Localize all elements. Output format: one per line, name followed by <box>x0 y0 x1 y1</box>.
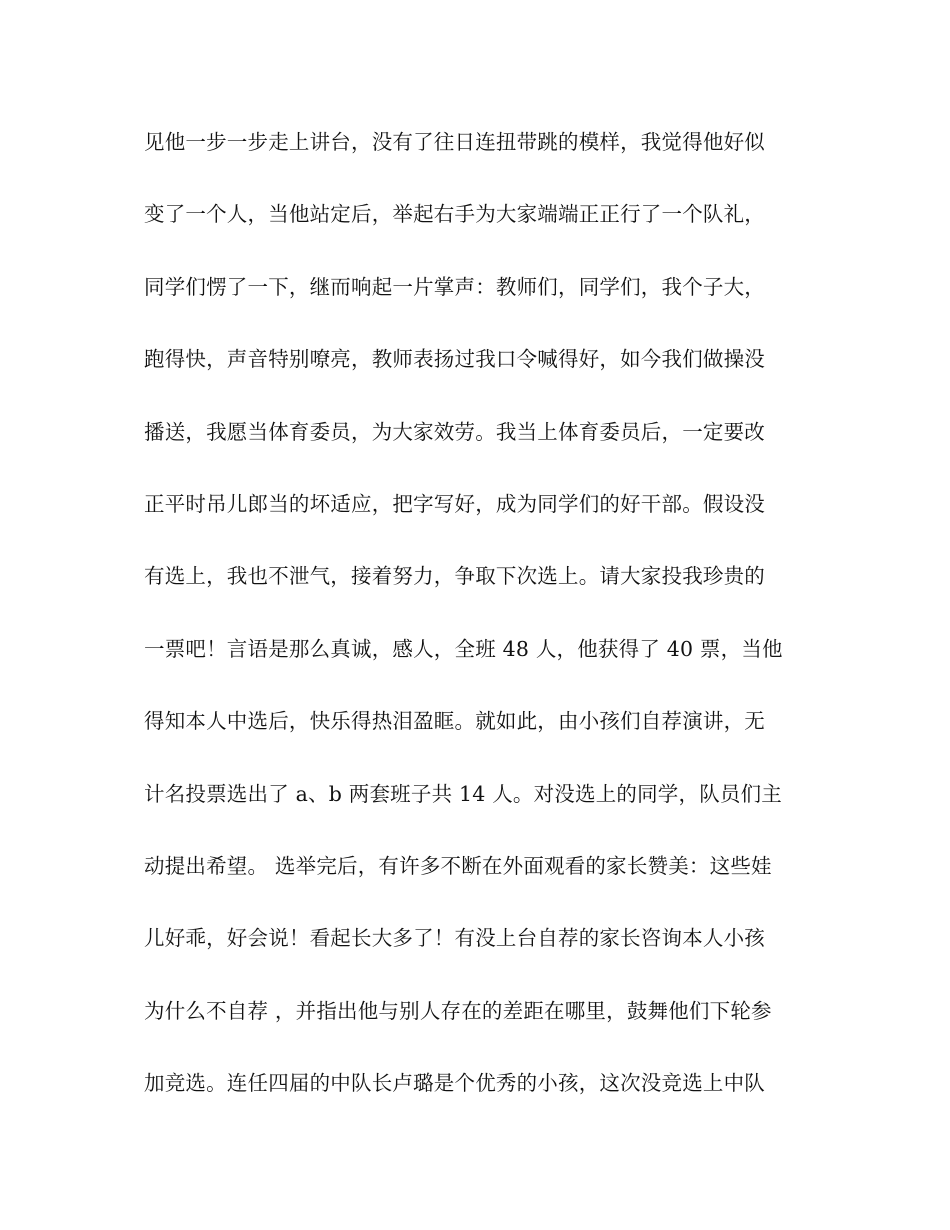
text-line: 同学们愣了一下，继而响起一片掌声：教师们，同学们，我个子大， <box>144 274 765 299</box>
text-line: 儿好乖，好会说！看起长大多了！有没上台自荐的家长咨询本人小孩 <box>144 926 765 951</box>
body-text <box>144 124 824 1137</box>
text-line: 得知本人中选后，快乐得热泪盈眶。就如此，由小孩们自荐演讲，无 <box>144 709 765 734</box>
text-line: 正平时吊儿郎当的坏适应，把字写好，成为同学们的好干部。假设没 <box>144 491 765 516</box>
text-line: 变了一个人，当他站定后，举起右手为大家端端正正行了一个队礼， <box>144 202 765 227</box>
text-line: 为什么不自荐 ，并指出他与别人存在的差距在哪里，鼓舞他们下轮参 <box>144 998 772 1023</box>
text-line: 动提出希望。 选举完后，有许多不断在外面观看的家长赞美：这些娃 <box>144 853 772 878</box>
text-line: 计名投票选出了 a、b 两套班子共 14 人。对没选上的同学，队员们主 <box>144 781 782 806</box>
text-line: 见他一步一步走上讲台，没有了往日连扭带跳的模样，我觉得他好似 <box>144 130 765 154</box>
text-line: 一票吧！言语是那么真诚，感人，全班 48 人，他获得了 40 票，当他 <box>144 636 783 661</box>
text-line: 播送，我愿当体育委员，为大家效劳。我当上体育委员后，一定要改 <box>144 419 765 444</box>
text-line: 有选上，我也不泄气，接着努力，争取下次选上。请大家投我珍贵的 <box>144 564 765 589</box>
text-line: 跑得快，声音特别嘹亮，教师表扬过我口令喊得好，如今我们做操没 <box>144 347 765 372</box>
text-line: 加竞选。连任四届的中队长卢璐是个优秀的小孩，这次没竞选上中队 <box>144 1071 765 1096</box>
